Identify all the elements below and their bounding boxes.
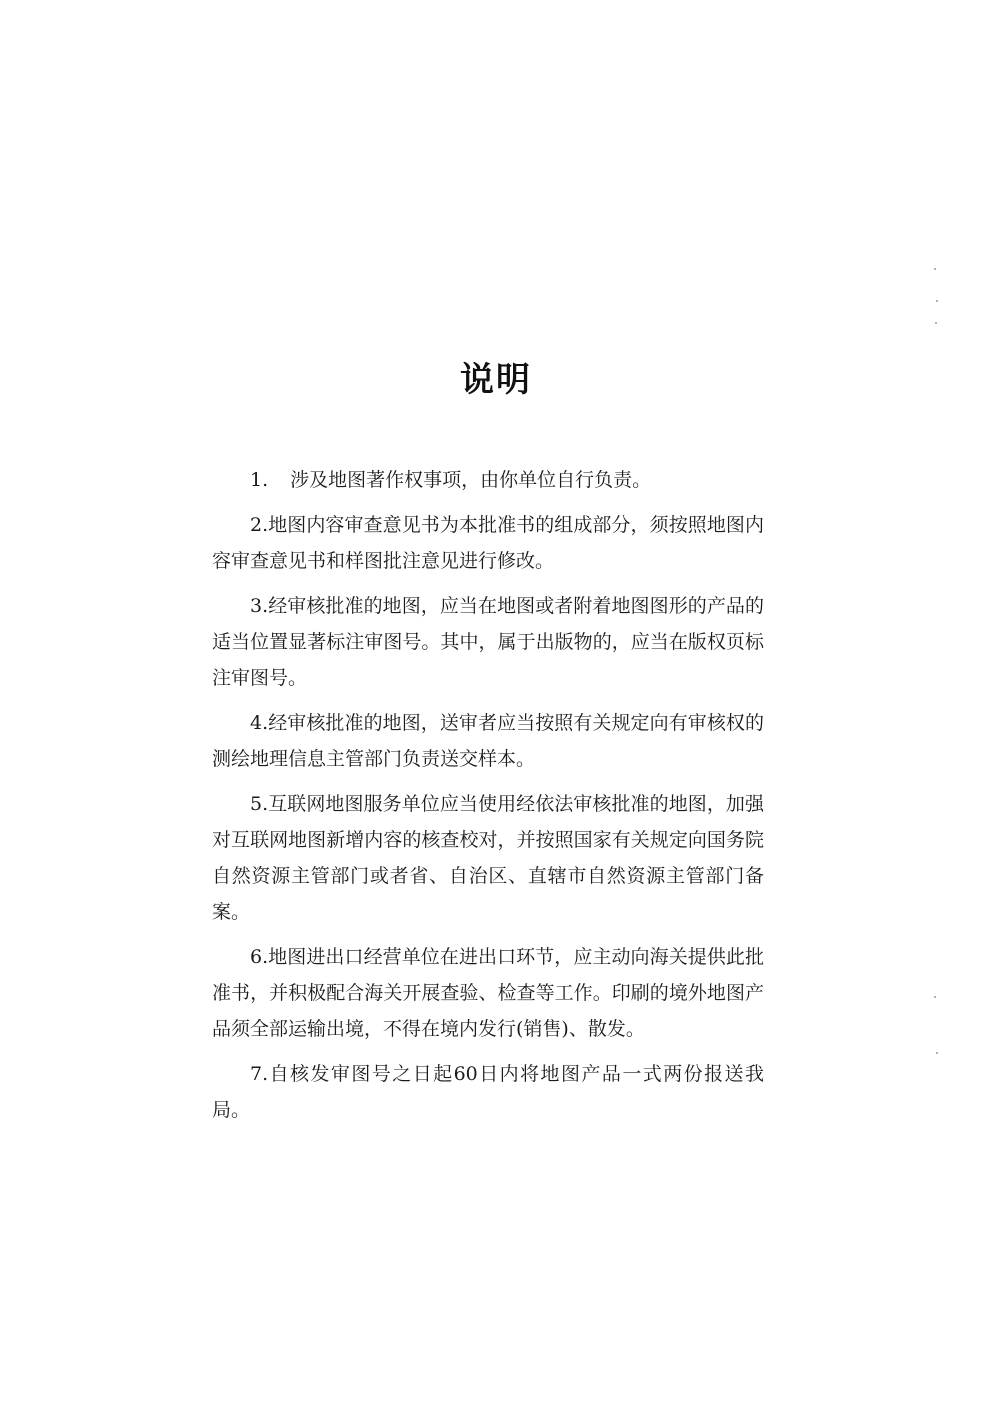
note-text: 经审核批准的地图，送审者应当按照有关规定向有审核权的测绘地理信息主管部门负责送交样本。 — [212, 712, 764, 770]
note-item-5 — [212, 786, 764, 930]
note-number: 2. — [250, 514, 269, 536]
page-title: 说明 — [460, 360, 532, 400]
note-text: 经审核批准的地图，应当在地图或者附着地图图形的产品的适当位置显著标注审图号。其中，属于出版物的，应当在版权页标注审图号。 — [212, 595, 764, 689]
note-item-3 — [212, 588, 764, 696]
note-number: 5. — [250, 793, 269, 815]
note-number: 3. — [250, 595, 269, 617]
note-item-1 — [212, 462, 764, 498]
note-number: 7. — [250, 1063, 269, 1085]
note-item-2 — [212, 507, 764, 579]
note-number: 1. — [250, 469, 269, 491]
note-item-4 — [212, 705, 764, 777]
note-text: 地图内容审查意见书为本批准书的组成部分，须按照地图内容审查意见书和样图批注意见进行修改。 — [212, 514, 764, 572]
note-text: 地图进出口经营单位在进出口环节，应主动向海关提供此批准书，并积极配合海关开展查验、检查等工作。印刷的境外地图产品须全部运输出境，不得在境内发行(销售)、散发。 — [212, 946, 764, 1040]
notes-body — [212, 462, 764, 1137]
note-item-6 — [212, 939, 764, 1047]
note-item-7 — [212, 1056, 764, 1128]
note-text: 自核发审图号之日起60日内将地图产品一式两份报送我局。 — [212, 1063, 764, 1121]
note-text: 涉及地图著作权事项，由你单位自行负责。 — [290, 469, 652, 491]
note-number: 6. — [250, 946, 269, 968]
note-text: 互联网地图服务单位应当使用经依法审核批准的地图，加强对互联网地图新增内容的核查校对，并按照国家有关规定向国务院自然资源主管部门或者省、自治区、直辖市自然资源主管部门备案。 — [212, 793, 764, 923]
note-number: 4. — [250, 712, 269, 734]
